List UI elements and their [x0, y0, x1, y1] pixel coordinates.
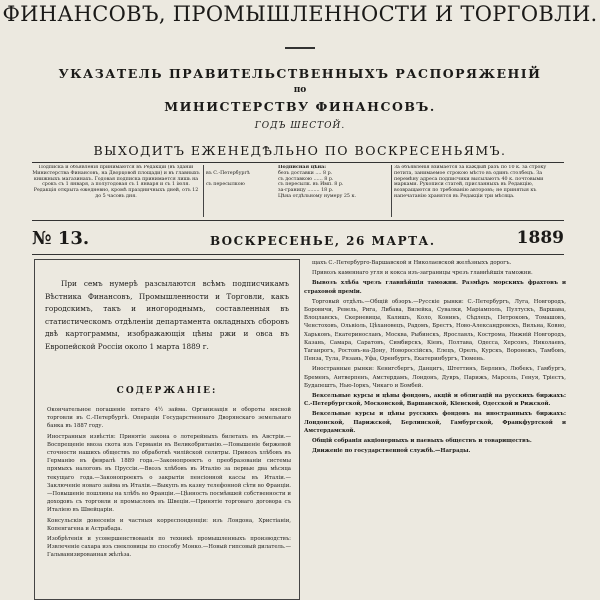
column-paragraph: Торговый отдѣлъ.—Общій обзоръ.—Русскіе рынки: С.-Петербургъ, Луга, Новгородъ, Боровичи, Ревель, Рига, Либава, Вилейка, Сувалки, Маріамполь, Пултускъ, Варшава, Влоцлавскъ, Скерневицы, Калишъ, Коло, Конинъ, Сѣдлецъ, Петроковъ, Томашовъ, Ченстоховъ, Ольвіоль, Цѣхановецъ, Радомъ, Брестъ, Ново-Александровскъ, Вильна, Ковно, Харьковъ, Екатеринославъ, Москва, Рыбинскъ, Ярославль, Кострома, Нижній Новгородъ, Казань, Самара, Саратовъ, Симбирскъ, Кіевъ, Полтава, Одесса, Херсонъ, Николаевъ, Таганрогъ, Ростовъ-на-Дону, Новороссійскъ, Елецъ, Орелъ, Курскъ, Воронежъ, Тамбовъ, Пенза, Тула, Рязань, Уфа, Оренбургъ, Екатеринбургъ, Тюмень. [304, 298, 566, 363]
column-paragraph: Вексельные курсы и цѣны русскихъ фондовъ на иностранныхъ биржахъ: Лондонской, Парижской, Берлинской, Гамбургской, Франкфуртской и Амстердамской. [304, 411, 566, 434]
city-label: съ пересылкою [206, 182, 245, 188]
ornament-rule [285, 47, 315, 49]
divider [203, 165, 204, 217]
city-label: въ С.-Петербургѣ [206, 170, 250, 176]
contents-title: СОДЕРЖАНІЕ: [116, 386, 218, 396]
table-of-contents [47, 406, 291, 562]
toc-item: Консульскія донесенія и частныя корреспонденціи: изъ Лондона, Христіаніи, Копенгагена и Астрабада. [47, 517, 291, 532]
masthead-ministry: МИНИСТЕРСТВУ ФИНАНСОВЪ. [164, 99, 436, 114]
right-column [304, 259, 566, 598]
column-paragraph: Вексельные курсы и цѣны фондовъ, акцій и облигацій на русскихъ биржахъ: С.-Петербургской, Московской, Варшавской, Кіевской, Одесской и Рижской. [304, 393, 566, 408]
toc-item: Изобрѣтенія и усовершенствованія по техникѣ промышленныхъ производствъ: Извлеченіе сахара изъ свекловицы по способу Монко.—Новый гипсовый дилатель.—Гальванизированная жѣлѣза. [47, 536, 291, 559]
ads-notice: За объявленія взимается за каждый разъ по 10 к. за строку петита, занимаемое строкою мѣсто въ одинъ столбецъ. За перемѣну адреса подписчики высылаютъ 40 к. почтовыми марками. Рукописи статей, присланныхъ въ Редакцію, возвращаются по требованію авторовъ; не принятыя къ напечатанію хранятся въ Редакціи три мѣсяца. [394, 165, 547, 199]
price-line: безъ доставки .... 8 р. [278, 170, 333, 176]
column-paragraph: Привозъ каменнаго угля и кокса изъ-заграницы чрезъ главнѣйшія таможни. [312, 270, 533, 277]
price-line: Цѣна отдѣльному нумеру 25 к. [278, 193, 357, 199]
subscription-prices [278, 165, 388, 217]
price-line: за-границу ........ 18 р. [278, 188, 334, 194]
price-line: съ пересылк. въ Имп. 8 р. [278, 182, 344, 188]
masthead-year-label: ГОДЪ ШЕСТОЙ. [254, 121, 346, 131]
intro-text [45, 278, 289, 353]
column-paragraph: Иностранные рынки: Кенигсбергъ, Данцигъ, Штеттинъ, Берлинъ, Любекъ, Гамбургъ, Бременъ, Антверпенъ, Амстердамъ, Лондонъ, Дувръ, Парижъ, Марсель, Генуя, Тріестъ, Будапештъ, Нью-Іоркъ, Чикаго и Бомбей. [304, 366, 566, 389]
dateline-rule [32, 254, 564, 255]
issue-date: ВОСКРЕСЕНЬЕ, 26 МАРТА. [210, 234, 436, 248]
column-paragraph: Вывозъ хлѣба чрезъ главнѣйшія таможни. Размѣръ морскихъ фрахтовъ и страховой преміи. [304, 280, 566, 295]
divider [391, 165, 392, 217]
column-paragraph: Общій собранія акціонерныхъ и паевыхъ обществъ и товариществъ. [312, 438, 532, 445]
column-paragraph: Движеніе по государственной службѣ.—Награды. [312, 448, 471, 455]
price-line: съ доставкою ...... 8 р. [278, 176, 334, 182]
issue-number: № 13. [32, 228, 90, 249]
subscription-notice: Подписка и объявленія принимаются въ Редакціи (въ зданіи Министерства Финансовъ, на Дворцовой площади) и въ главныхъ книжныхъ магазинахъ. Годовая подписка принимается лишь на срокъ съ 1 января, а полугодовая съ 1 января и съ 1 іюля. Редакція открыта ежедневно, кромѣ праздничныхъ дней, отъ 12 до 5 часовъ дня. [32, 165, 200, 199]
masthead-title: ФИНАНСОВЪ, ПРОМЫШЛЕННОСТИ И ТОРГОВЛИ. [2, 2, 598, 26]
price-head: Подписная цѣна: [278, 165, 327, 170]
masthead-frequency: ВЫХОДИТЪ ЕЖЕНЕДѢЛЬНО ПО ВОСКРЕСЕНЬЯМЪ. [93, 143, 507, 158]
mid-rule [32, 220, 564, 221]
issue-year: 1889 [516, 228, 564, 248]
column-paragraph: щахъ С.-Петербурго-Варшавской и Николаевской желѣзныхъ дорогъ. [312, 260, 512, 266]
left-column-box [34, 259, 300, 600]
masthead-po: по [293, 85, 307, 95]
toc-item: Иностранныя извѣстія: Принятіе закона о лотерейныхъ билетахъ въ Австріи.—Воспрещеніе ввоза скота изъ Германіи въ Великобританію.—Повышеніе биржевой сточности нашихъ обществъ по обработкѣ чилійской селитры. Привозъ хлѣбовъ въ Германію въ февралѣ 1889 года.—Законопроектъ о преобразованіи системы прямыхъ налоговъ въ Пруссіи.—Ввозъ хлѣбовъ въ Италію за первые два мѣсяца текущаго года.—Законопроектъ о закрытіи пенсіонной кассы въ Италіи.—Заключеніе новаго займа въ Италіи.—Выкупъ въ казну телефонной сѣти во Франціи.—Повышеніе пошлины на хлѣбъ во Франціи.—Цѣнность посмѣвшей собственности и доходовъ съ торговли и промысловъ въ Швеціи.—Принятіе торговаго договора съ Италіею въ Швейцаріи. [47, 433, 291, 514]
masthead-subtitle: УКАЗАТЕЛЬ ПРАВИТЕЛЬСТВЕННЫХЪ РАСПОРЯЖЕНІЙ [58, 66, 542, 81]
top-rule [32, 162, 564, 163]
subscription-cities [206, 165, 276, 217]
toc-item: Окончательное погашеніе пятаго 4½ займа. Организація и обороты мясной торговли въ С.-Петербургѣ. Операціи Государственнаго Дворянскаго земельнаго банка въ 1887 году. [47, 407, 291, 430]
intro-paragraph: При семъ нумерѣ разсылаются всѣмъ подписчикамъ Вѣстника Финансовъ, Промышленности и Торговли, какъ городскимъ, такъ и иногороднымъ, составленныя въ статистическомъ отдѣленіи департамента окладныхъ сборовъ двѣ картограммы, изображающія цѣны ржи и овса въ Европейской Россіи около 1 марта 1889 г. [45, 279, 289, 351]
